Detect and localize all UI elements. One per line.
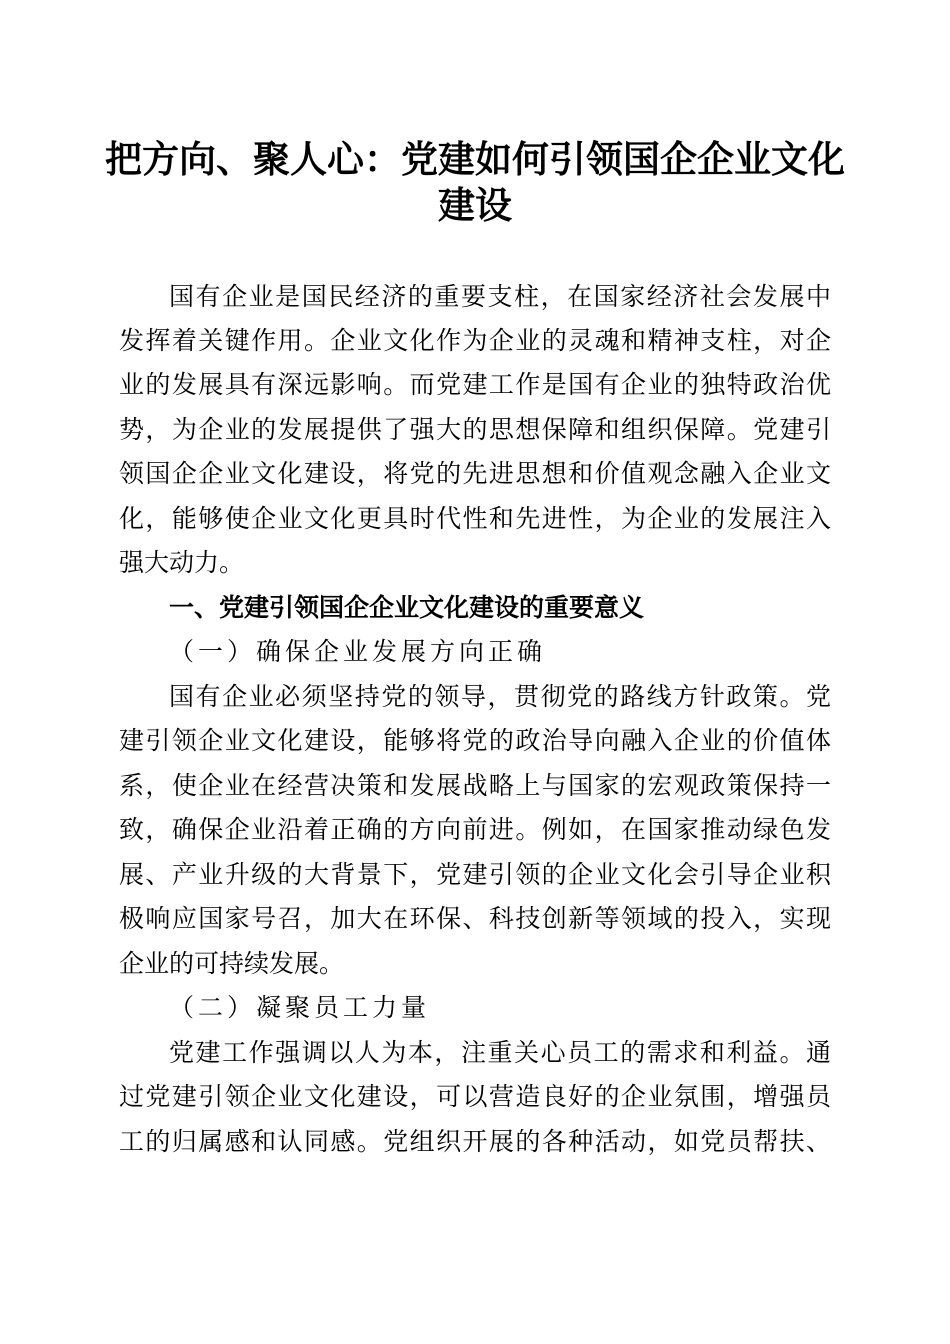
paragraph-line: 党建工作强调以人为本，注重关心员工的需求和利益。通 [169, 1038, 831, 1067]
paragraph-line: 化，能够使企业文化更具时代性和先进性，为企业的发展注入 [119, 504, 831, 533]
subsection-heading: （二）凝聚员工力量 [169, 993, 431, 1022]
document-title-line-1: 把方向、聚人心：党建如何引领国企企业文化 [105, 137, 845, 181]
paragraph-line: 发挥着关键作用。企业文化作为企业的灵魂和精神支柱，对企 [119, 326, 831, 355]
paragraph-line: 展、产业升级的大背景下，党建引领的企业文化会引导企业积 [119, 860, 831, 889]
paragraph-line: 国有企业必须坚持党的领导，贯彻党的路线方针政策。党 [169, 682, 831, 711]
paragraph-line: 企业的可持续发展。 [119, 949, 345, 978]
subsection-heading: （一）确保企业发展方向正确 [169, 637, 547, 666]
paragraph-line: 国有企业是国民经济的重要支柱，在国家经济社会发展中 [169, 282, 831, 311]
paragraph-line: 强大动力。 [119, 548, 245, 577]
paragraph-line: 过党建引领企业文化建设，可以营造良好的企业氛围，增强员 [119, 1082, 831, 1111]
paragraph-line: 业的发展具有深远影响。而党建工作是国有企业的独特政治优 [119, 370, 831, 399]
document-title-line-2: 建设 [438, 183, 512, 227]
paragraph-line: 系，使企业在经营决策和发展战略上与国家的宏观政策保持一 [119, 771, 831, 800]
paragraph-line: 领国企企业文化建设，将党的先进思想和价值观念融入企业文 [119, 459, 831, 488]
paragraph-line: 势，为企业的发展提供了强大的思想保障和组织保障。党建引 [119, 415, 831, 444]
paragraph-line: 工的归属感和认同感。党组织开展的各种活动，如党员帮扶、 [119, 1127, 831, 1156]
paragraph-line: 致，确保企业沿着正确的方向前进。例如，在国家推动绿色发 [119, 815, 831, 844]
paragraph-line: 建引领企业文化建设，能够将党的政治导向融入企业的价值体 [119, 726, 831, 755]
paragraph-line: 极响应国家号召，加大在环保、科技创新等领域的投入，实现 [119, 904, 831, 933]
section-heading: 一、党建引领国企企业文化建设的重要意义 [169, 593, 645, 622]
